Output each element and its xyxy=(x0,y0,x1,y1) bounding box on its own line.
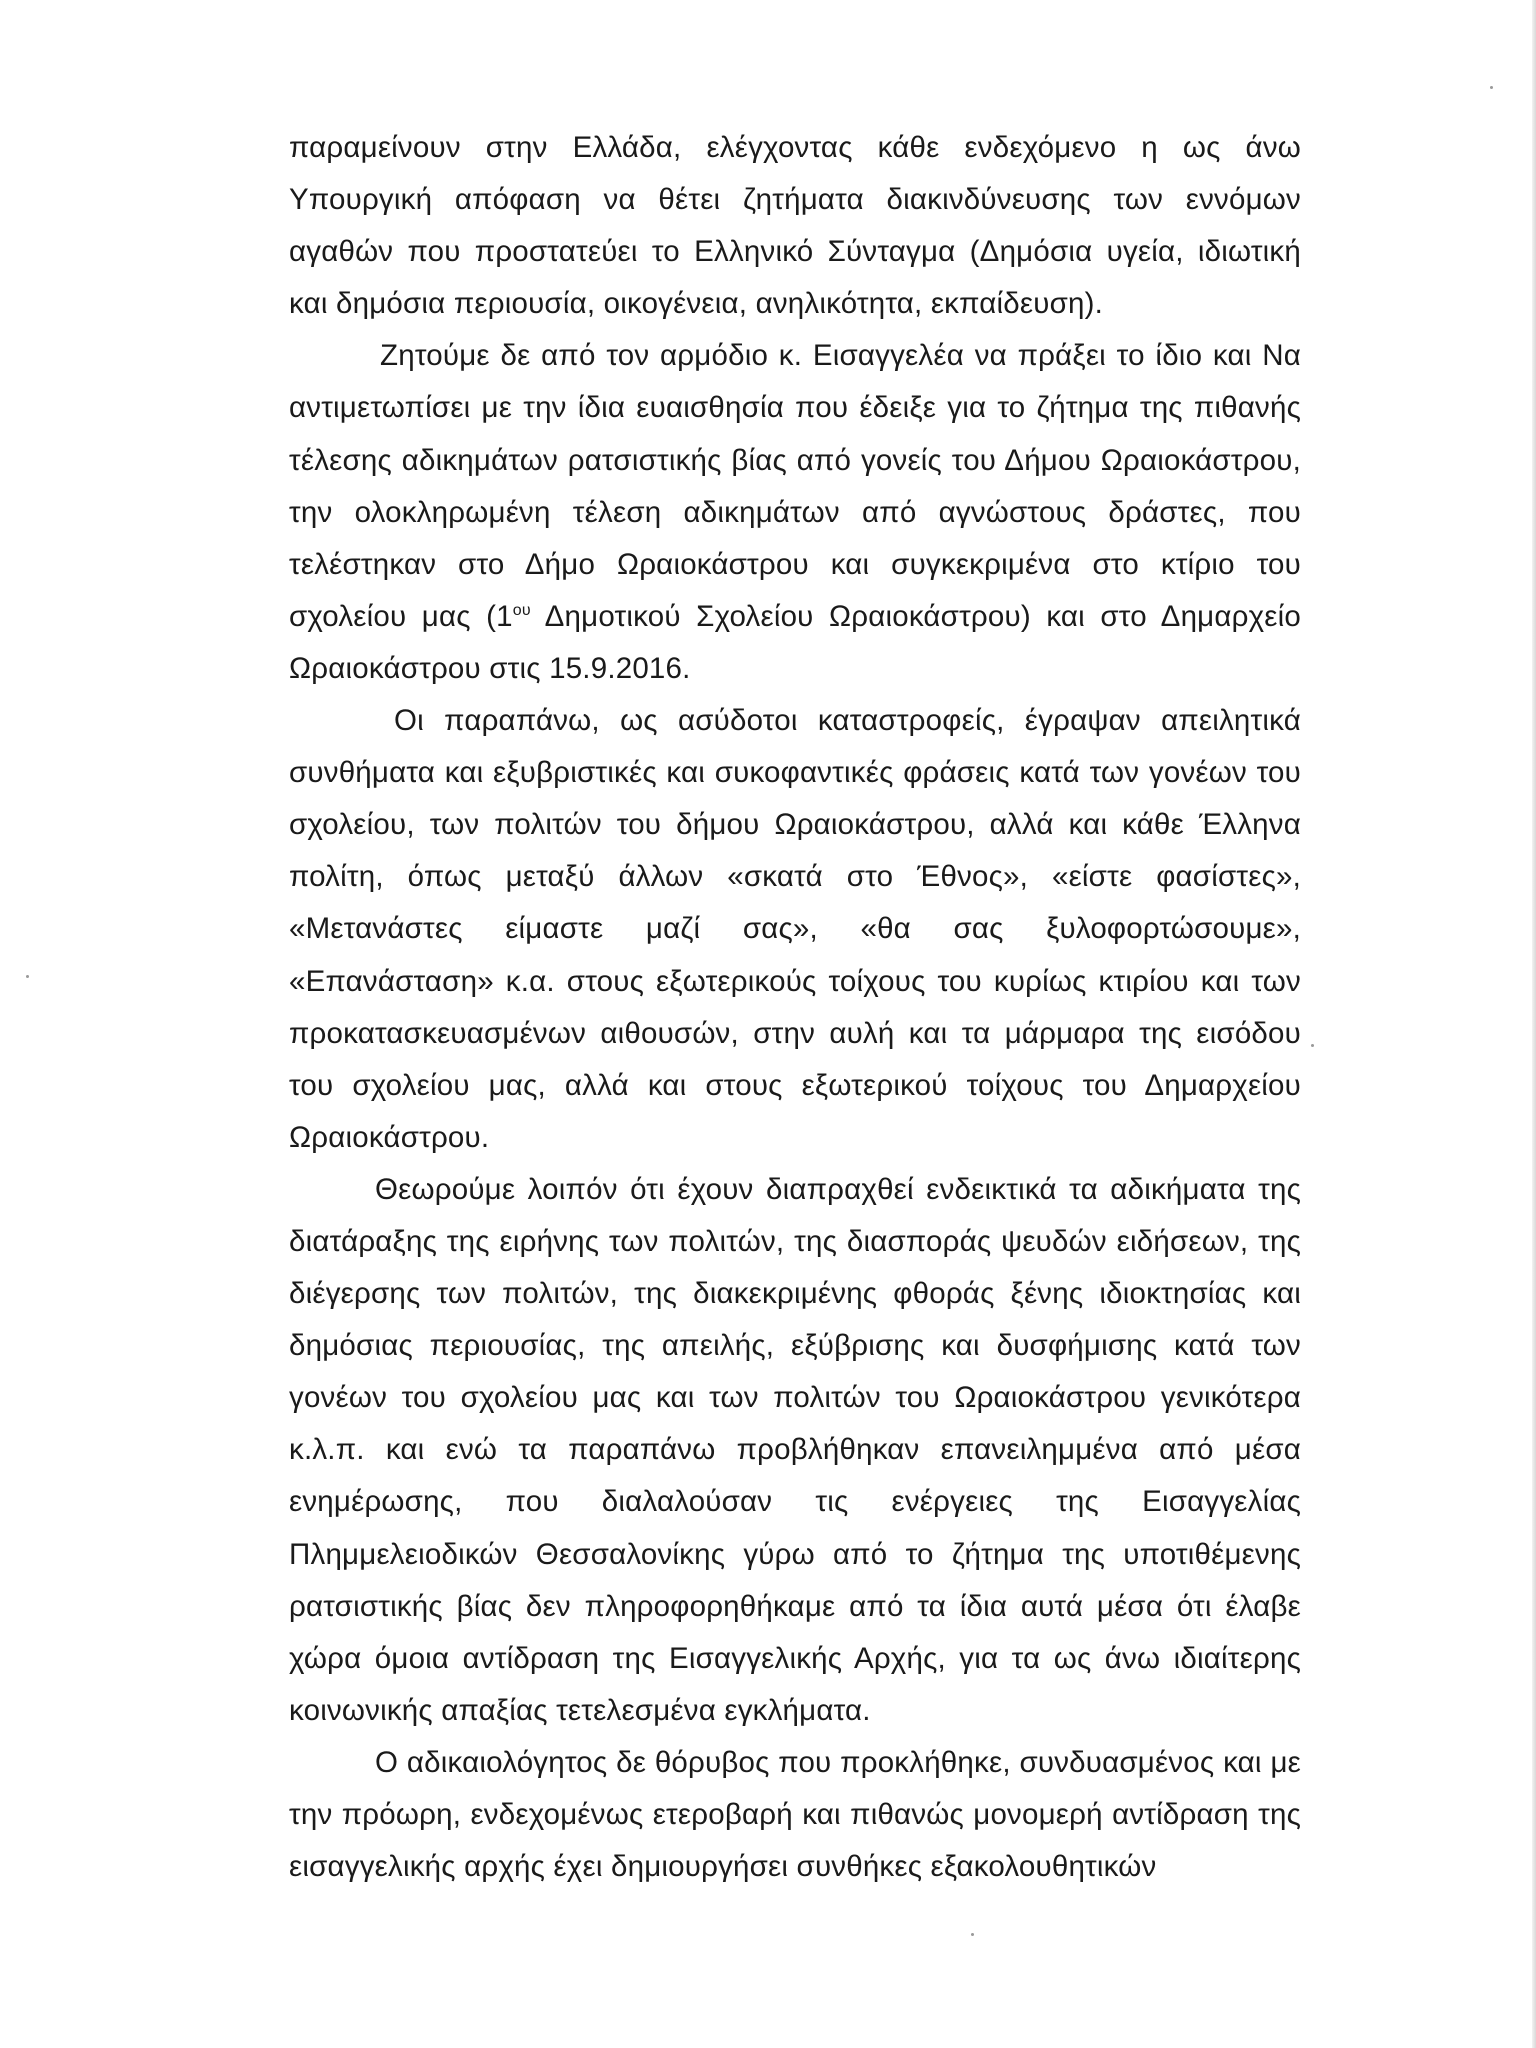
paragraph-5 xyxy=(289,1737,1301,1893)
scan-edge-shadow xyxy=(1532,0,1536,2048)
scan-speck xyxy=(26,975,29,978)
scan-speck xyxy=(1490,86,1493,89)
paragraph-3-text: Οι παραπάνω, ως ασύδοτοι καταστροφείς, έγραψαν απειλητικά συνθήματα και εξυβριστικές και συκοφαντικές φράσεις κατά των γονέων του σχολείου, των πολιτών του δήμου Ωραιοκάστρου, αλλά και κάθε Έλληνα πολίτη, όπως μεταξύ άλλων «σκατά στο Έθνος», «είστε φασίστες», «Μετανάστες είμαστε μαζί σας», «θα σας ξυλοφορτώσουμε», «Επανάσταση» κ.α. στους εξωτερικούς τοίχους του κυρίως κτιρίου και των προκατασκευασμένων αιθουσών, στην αυλή και τα μάρμαρα της εισόδου του σχολείου μας, αλλά και στους εξωτερικού τοίχους του Δημαρχείου Ωραιοκάστρου. xyxy=(289,704,1301,1154)
ordinal-superscript: ου xyxy=(512,601,531,619)
scan-speck xyxy=(971,1933,974,1936)
document-body xyxy=(289,122,1301,1893)
paragraph-2 xyxy=(289,330,1301,695)
paragraph-2-text-start: Ζητούμε δε από τον αρμόδιο κ. Εισαγγελέα να πράξει το ίδιο και Να αντιμετωπίσει με την ίδια ευαισθησία που έδειξε για το ζήτημα της πιθανής τέλεσης αδικημάτων ρατσιστικής βίας από γονείς του Δήμου Ωραιοκάστρου, την ολοκληρωμένη τέλεση αδικημάτων από αγνώστους δράστες, που τελέστηκαν στο Δήμο Ωραιοκάστρου και συγκεκριμένα στο κτίριο του σχολείου μας (1 xyxy=(289,339,1301,633)
paragraph-4-text: Θεωρούμε λοιπόν ότι έχουν διαπραχθεί ενδεικτικά τα αδικήματα της διατάραξης της ειρήνης των πολιτών, της διασποράς ψευδών ειδήσεων, της διέγερσης των πολιτών, της διακεκριμένης φθοράς ξένης ιδιοκτησίας και δημόσιας περιουσίας, της απειλής, εξύβρισης και δυσφήμισης κατά των γονέων του σχολείου μας και των πολιτών του Ωραιοκάστρου γενικότερα κ.λ.π. και ενώ τα παραπάνω προβλήθηκαν επανειλημμένα από μέσα ενημέρωσης, που διαλαλούσαν τις ενέργειες της Εισαγγελίας Πλημμελειοδικών Θεσσαλονίκης γύρω από το ζήτημα της υποτιθέμενης ρατσιστικής βίας δεν πληροφορηθήκαμε από τα ίδια αυτά μέσα ότι έλαβε χώρα όμοια αντίδραση της Εισαγγελικής Αρχής, για τα ως άνω ιδιαίτερης κοινωνικής απαξίας τετελεσμένα εγκλήματα. xyxy=(289,1172,1301,1727)
scan-speck xyxy=(1311,1044,1314,1047)
paragraph-4 xyxy=(289,1164,1301,1737)
paragraph-1-text: παραμείνουν στην Ελλάδα, ελέγχοντας κάθε ενδεχόμενο η ως άνω Υπουργική απόφαση να θέτει ζητήματα διακινδύνευσης των εννόμων αγαθών που προστατεύει το Ελληνικό Σύνταγμα (Δημόσια υγεία, ιδιωτική και δημόσια περιουσία, οικογένεια, ανηλικότητα, εκπαίδευση). xyxy=(289,131,1301,321)
paragraph-2-text-end: Δημοτικού Σχολείου Ωραιοκάστρου) και στο Δημαρχείο Ωραιοκάστρου στις 15.9.2016. xyxy=(289,599,1301,685)
paragraph-5-text: Ο αδικαιολόγητος δε θόρυβος που προκλήθηκε, συνδυασμένος και με την πρόωρη, ενδεχομένως ετεροβαρή και πιθανώς μονομερή αντίδραση της εισαγγελικής αρχής έχει δημιουργήσει συνθήκες εξακολουθητικών xyxy=(289,1745,1301,1884)
paragraph-1 xyxy=(289,122,1301,330)
paragraph-3 xyxy=(289,695,1301,1164)
